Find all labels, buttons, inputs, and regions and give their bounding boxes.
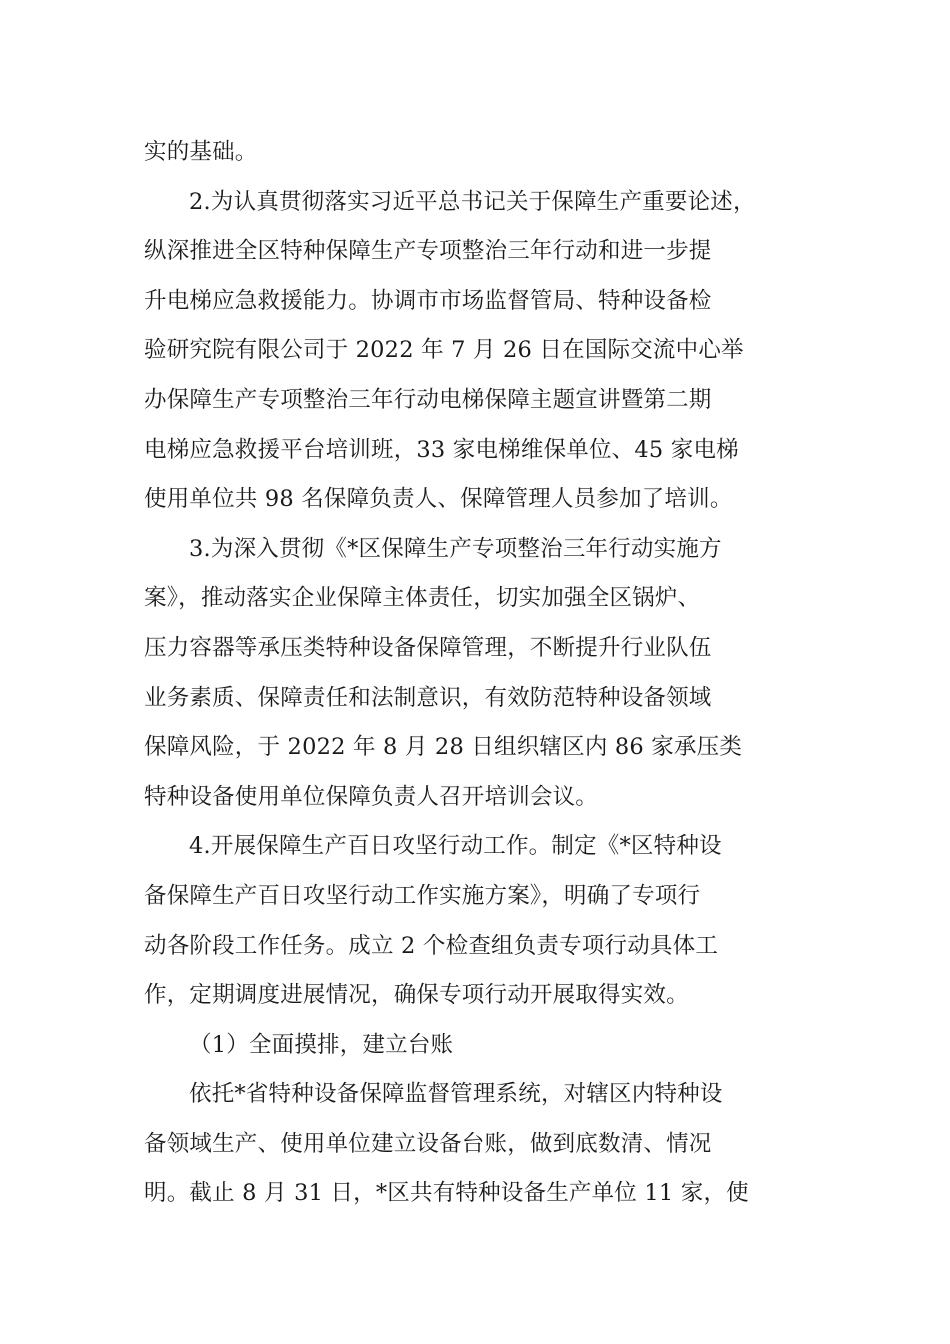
text-line-4: 升电梯应急救援能力。协调市市场监督管局、特种设备检 xyxy=(144,287,712,314)
text-line-5: 验研究院有限公司于 2022 年 7 月 26 日在国际交流中心举 xyxy=(144,337,744,364)
text-line-22: 明。截止 8 月 31 日，*区共有特种设备生产单位 11 家，使 xyxy=(144,1180,749,1207)
text-line-8: 使用单位共 98 名保障负责人、保障管理人员参加了培训。 xyxy=(144,486,733,513)
paragraph-4-start: 4.开展保障生产百日攻坚行动工作。制定《*区特种设 xyxy=(189,833,722,860)
text-line-18: 作，定期调度进展情况，确保专项行动开展取得实效。 xyxy=(144,982,689,1009)
text-line-3: 纵深推进全区特种保障生产专项整治三年行动和进一步提 xyxy=(144,238,712,265)
text-line-1: 实的基础。 xyxy=(144,139,258,165)
text-line-13: 保障风险，于 2022 年 8 月 28 日组织辖区内 86 家承压类 xyxy=(144,734,743,761)
text-line-6: 办保障生产专项整治三年行动电梯保障主题宣讲暨第二期 xyxy=(144,386,712,413)
document-body xyxy=(144,128,834,1219)
text-line-16: 备保障生产百日攻坚行动工作实施方案》，明确了专项行 xyxy=(144,882,701,909)
text-line-14: 特种设备使用单位保障负责人召开培训会议。 xyxy=(144,783,599,810)
text-line-11: 压力容器等承压类特种设备保障管理，不断提升行业队伍 xyxy=(144,634,712,661)
text-line-7: 电梯应急救援平台培训班，33 家电梯维保单位、45 家电梯 xyxy=(144,436,739,463)
paragraph-5-start: 依托*省特种设备保障监督管理系统，对辖区内特种设 xyxy=(189,1081,723,1108)
text-line-17: 动各阶段工作任务。成立 2 个检查组负责专项行动具体工 xyxy=(144,932,719,959)
text-line-21: 备领域生产、使用单位建立设备台账，做到底数清、情况 xyxy=(144,1130,712,1157)
subheading-1: （1）全面摸排，建立台账 xyxy=(189,1031,454,1058)
paragraph-2-start: 2.为认真贯彻落实习近平总书记关于保障生产重要论述， xyxy=(189,188,756,215)
text-line-10: 案》，推动落实企业保障主体责任，切实加强全区锅炉、 xyxy=(144,585,701,612)
text-line-12: 业务素质、保障责任和法制意识，有效防范特种设备领域 xyxy=(144,684,712,711)
paragraph-3-start: 3.为深入贯彻《*区保障生产专项整治三年行动实施方 xyxy=(189,535,722,562)
